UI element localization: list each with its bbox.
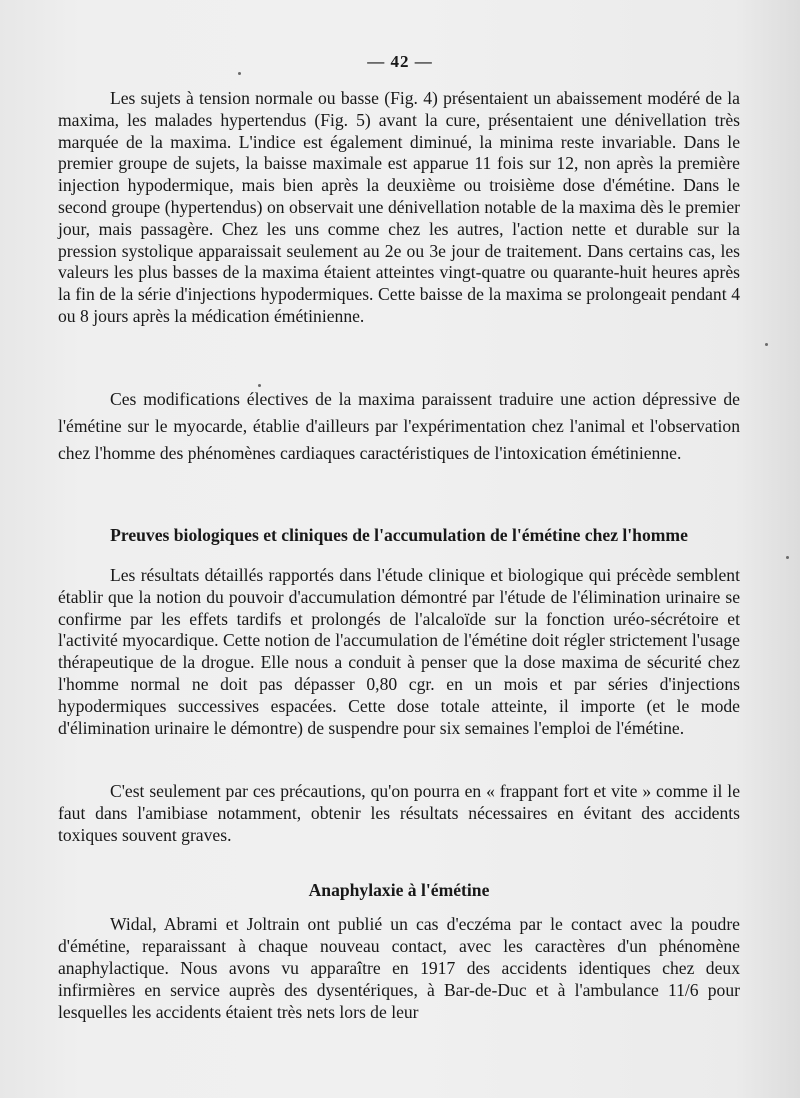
print-speck <box>765 343 768 346</box>
paragraph-blood-pressure-results: Les sujets à tension normale ou basse (Fig. 4) présentaient un abaissement modéré de la maxima, les malades hypertendus (Fig. 5) avant la cure, présentaient une dénivellation très marquée de la maxima. L'indice est également diminué, la minima reste invariable. Dans le premier groupe de sujets, la baisse maximale est apparue 11 fois sur 12, non après la première injection hypodermique, mais bien après la deuxième ou troisième dose d'émétine. Dans le second groupe (hypertendus) on observait une dénivellation notable de la maxima dès le premier jour, mais passagère. Chez les uns comme chez les autres, l'action nette et durable sur la pression systolique apparaissait seulement au 2e ou 3e jour de traitement. Dans certains cas, les valeurs les plus basses de la maxima étaient atteintes vingt-quatre ou quarante-huit heures après la fin de la série d'injections hypodermiques. Cette baisse de la maxima se prolongeait pendant 4 ou 8 jours après la médication émétinienne. <box>58 88 740 326</box>
section-heading-accumulation: Preuves biologiques et cliniques de l'accumulation de l'émétine chez l'homme <box>110 525 688 545</box>
print-speck <box>238 72 241 75</box>
print-speck <box>786 556 789 559</box>
paragraph-accumulation-evidence: Les résultats détaillés rapportés dans l'étude clinique et biologique qui précède semblent établir que la notion du pouvoir d'accumulation démontré par l'étude de l'élimination urinaire se confirme par les effets tardifs et prolongés de l'alcaloïde sur la fonction uréo-sécrétoire et l'activité myocardique. Cette notion de l'accumulation de l'émétine doit régler strictement l'usage thérapeutique de la drogue. Elle nous a conduit à penser que la dose maxima de sécurité chez l'homme normal ne doit pas dépasser 0,80 cgr. en un mois et par séries d'injections hypodermiques successives espacées. Cette dose totale atteinte, il importe (et le mode d'élimination urinaire le démontre) de suspendre pour six semaines l'emploi de l'émétine. <box>58 565 740 738</box>
section-heading-anaphylaxis: Anaphylaxie à l'émétine <box>308 880 490 900</box>
print-speck <box>258 384 261 387</box>
paragraph-myocardium-action: Ces modifications électives de la maxima paraissent traduire une action dépressive de l'émétine sur le myocarde, établie d'ailleurs par l'expérimentation chez l'animal et l'observation chez l'homme des phénomènes cardiaques caractéristiques de l'intoxication émétinienne. <box>58 389 740 463</box>
page-number: — 42 — <box>367 52 433 71</box>
paragraph-precautions: C'est seulement par ces précautions, qu'on pourra en « frappant fort et vite » comme il le faut dans l'amibiase notamment, obtenir les résultats nécessaires en évitant des accidents toxiques souvent graves. <box>58 781 740 845</box>
paragraph-anaphylaxis: Widal, Abrami et Joltrain ont publié un cas d'eczéma par le contact avec la poudre d'émétine, reparaissant à chaque nouveau contact, avec les caractères d'un phénomène anaphylactique. Nous avons vu apparaître en 1917 des accidents identiques chez deux infirmières en service auprès des dysentériques, à Bar-de-Duc et à l'ambulance 11/6 pour lesquelles les accidents étaient très nets lors de leur <box>58 914 740 1022</box>
